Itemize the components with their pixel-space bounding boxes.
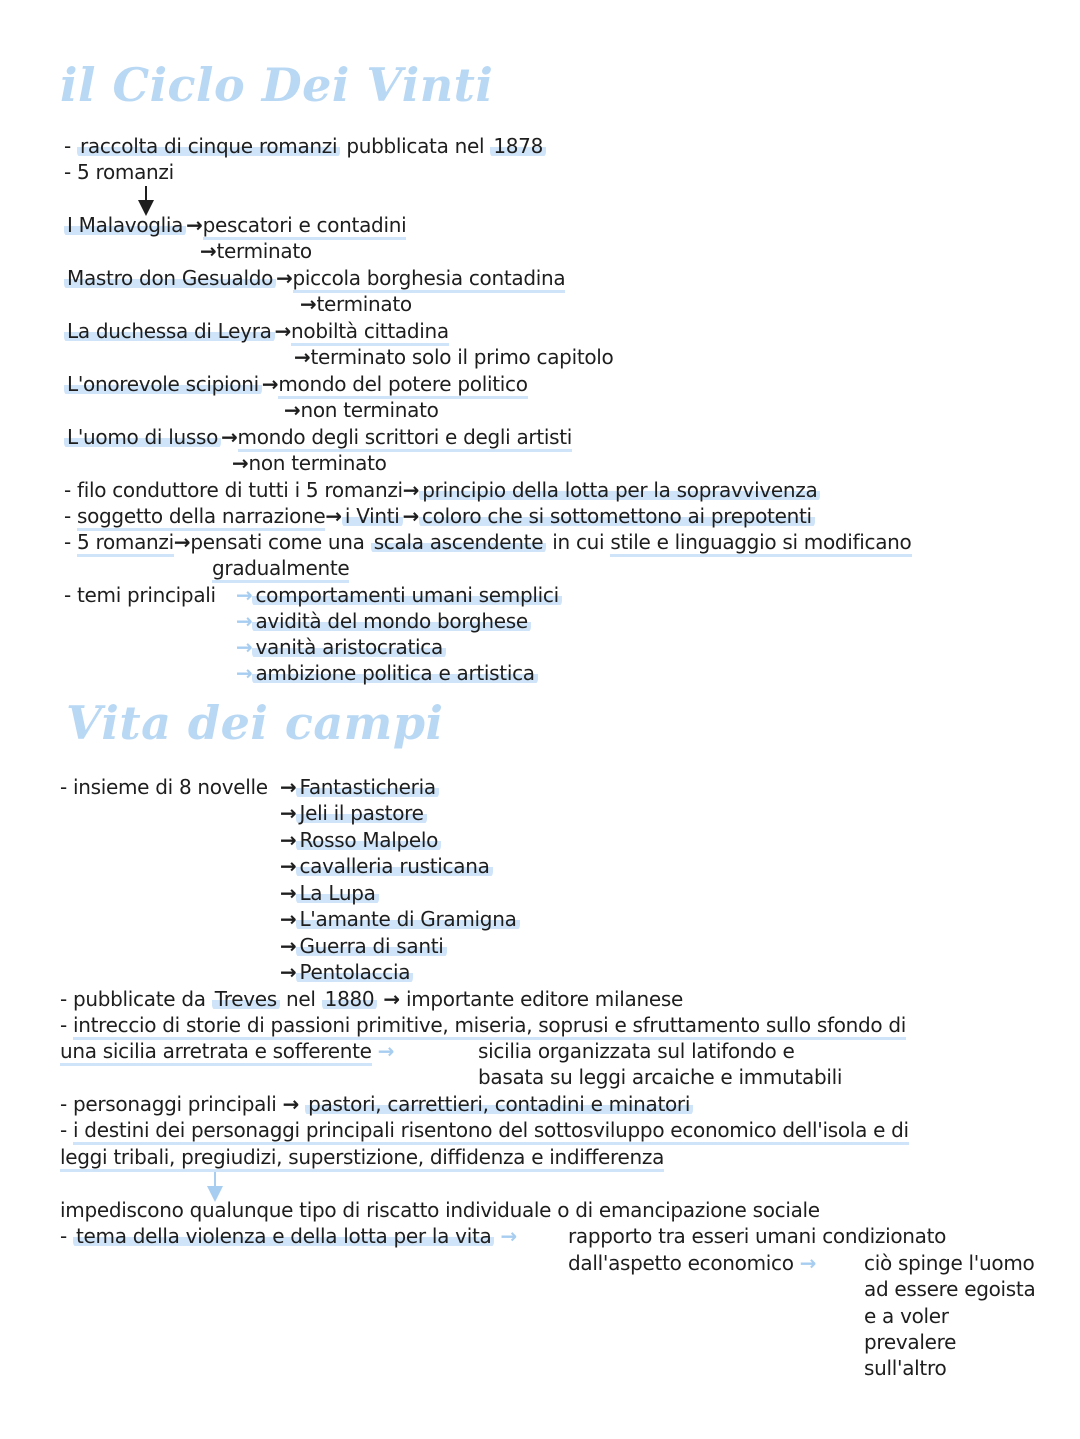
novel-onorevole-scipioni: L'onorevole scipioni →mondo del potere politico: [64, 371, 528, 397]
novel-malavoglia: I Malavoglia →pescatori e contadini: [64, 212, 406, 238]
tema-item: → vanità aristocratica: [236, 634, 446, 660]
arrow-icon: →: [280, 775, 297, 799]
conclusion-line: ad essere egoista: [864, 1277, 1036, 1301]
arrow-icon: →: [236, 609, 253, 633]
novella-item: → Rosso Malpelo: [280, 827, 441, 853]
line-sicilia-arretrata: una sicilia arretrata e sofferente →: [60, 1038, 394, 1064]
line-scala-ascendente: - 5 romanzi→pensati come una scala ascendente in cui stile e linguaggio si modificano: [64, 529, 912, 555]
highlight-year-1878: 1878: [490, 134, 546, 158]
arrow-icon: →: [377, 1039, 395, 1063]
novel-mastro-status: →terminato: [300, 292, 412, 316]
novel-malavoglia-status: →terminato: [200, 239, 312, 263]
arrow-icon: →: [280, 828, 297, 852]
novella-item: → Fantasticheria: [280, 774, 439, 800]
novel-onorevole-status: →non terminato: [284, 398, 439, 422]
arrow-icon: →: [280, 907, 297, 931]
line-pubblicate: - pubblicate da Treves nel 1880 → importante editore milanese: [60, 987, 683, 1011]
arrow-icon: →: [236, 661, 253, 685]
arrow-icon: →: [232, 451, 249, 475]
line-raccolta: - raccolta di cinque romanzi pubblicata nel 1878: [64, 133, 546, 159]
arrow-icon: →: [280, 881, 297, 905]
arrow-icon: →: [186, 213, 203, 237]
arrow-icon: →: [274, 319, 292, 343]
line-soggetto: - soggetto della narrazione→ i Vinti → coloro che si sottomettono ai prepotenti: [64, 503, 815, 529]
novella-item: → Guerra di santi: [280, 933, 447, 959]
novella-item: → La Lupa: [280, 880, 379, 906]
arrow-icon: →: [280, 854, 297, 878]
arrow-icon: →: [200, 239, 217, 263]
novella-item: → Jeli il pastore: [280, 800, 427, 826]
arrow-icon: →: [402, 504, 420, 528]
arrow-icon: →: [325, 504, 342, 528]
line-tema-violenza: - tema della violenza e della lotta per la vita →: [60, 1224, 517, 1248]
novella-item: → cavalleria rusticana: [280, 853, 493, 879]
line-insieme-novelle: - insieme di 8 novelle: [60, 775, 268, 799]
novel-duchessa-di-leyra: La duchessa di Leyra →nobiltà cittadina: [64, 318, 449, 344]
novel-mastro-don-gesualdo: Mastro don Gesualdo →piccola borghesia contadina: [64, 265, 565, 291]
line-leggi-arcaiche: basata su leggi arcaiche e immutabili: [478, 1065, 843, 1089]
arrow-icon: →: [383, 987, 400, 1011]
novella-item: → L'amante di Gramigna: [280, 906, 520, 932]
arrow-icon: →: [280, 934, 297, 958]
novel-uomo-di-lusso: L'uomo di lusso →mondo degli scrittori e degli artisti: [64, 424, 572, 450]
arrow-icon: →: [284, 398, 301, 422]
arrow-icon: →: [294, 345, 311, 369]
line-impediscono: impediscono qualunque tipo di riscatto individuale o di emancipazione sociale: [60, 1198, 820, 1222]
arrow-icon: →: [282, 1092, 300, 1116]
tema-item: → avidità del mondo borghese: [236, 608, 531, 634]
novel-uomo-status: →non terminato: [232, 451, 387, 475]
line-gradualmente: gradualmente: [212, 555, 349, 581]
novel-duchessa-status: →terminato solo il primo capitolo: [294, 345, 614, 369]
line-leggi-tribali: leggi tribali, pregiudizi, superstizione, diffidenza e indifferenza: [60, 1144, 664, 1170]
highlight-raccolta: raccolta di cinque romanzi: [77, 134, 340, 158]
arrow-icon: →: [799, 1251, 817, 1275]
line-intreccio: - intreccio di storie di passioni primitive, miseria, soprusi e sfruttamento sullo sfondo di: [60, 1012, 906, 1038]
conclusion-line: prevalere: [864, 1330, 957, 1354]
arrow-icon: →: [402, 478, 420, 502]
section-title-ciclo-dei-vinti: il Ciclo Dei Vinti: [60, 58, 494, 112]
arrow-icon: →: [300, 292, 317, 316]
arrow-icon: →: [276, 266, 293, 290]
conclusion-line: e a voler: [864, 1304, 949, 1328]
line-filo-conduttore: - filo conduttore di tutti i 5 romanzi→ principio della lotta per la sopravvivenza: [64, 477, 820, 503]
arrow-icon: →: [500, 1224, 517, 1248]
tema-item: → comportamenti umani semplici: [236, 582, 562, 608]
arrow-icon: →: [236, 583, 253, 607]
arrow-icon: →: [236, 635, 253, 659]
conclusion-line: ciò spinge l'uomo: [864, 1251, 1035, 1275]
line-aspetto-economico: dall'aspetto economico →: [568, 1251, 817, 1275]
line-rapporto: rapporto tra esseri umani condizionato: [568, 1224, 947, 1248]
line-personaggi: - personaggi principali → pastori, carrettieri, contadini e minatori: [60, 1091, 693, 1117]
section-title-vita-dei-campi: Vita dei campi: [66, 696, 444, 750]
line-5-romanzi: - 5 romanzi: [64, 160, 174, 184]
conclusion-line: sull'altro: [864, 1356, 947, 1380]
arrow-icon: →: [280, 801, 297, 825]
line-temi-principali: - temi principali: [64, 583, 216, 607]
line-latifondo: sicilia organizzata sul latifondo e: [478, 1039, 795, 1063]
tema-item: → ambizione politica e artistica: [236, 660, 538, 686]
arrow-icon: →: [173, 530, 191, 554]
line-destini: - i destini dei personaggi principali risentono del sottosviluppo economico dell'isola e di: [60, 1117, 909, 1143]
arrow-icon: →: [261, 372, 279, 396]
arrow-icon: →: [280, 960, 297, 984]
novella-item: → Pentolaccia: [280, 959, 413, 985]
arrow-icon: →: [221, 425, 238, 449]
